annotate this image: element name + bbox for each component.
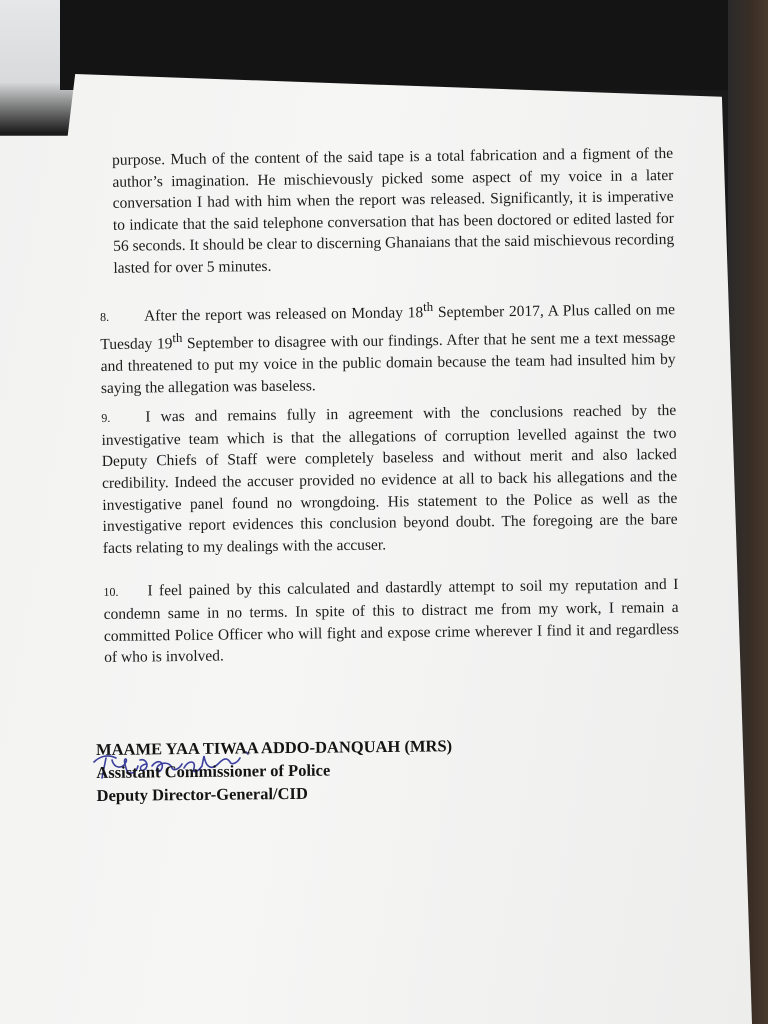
- background-desk-top: [60, 0, 768, 90]
- paragraph-9: [101, 400, 678, 559]
- intro-paragraph: purpose. Much of the content of the said tape is a total fabrication and a figment of the author’s imagination. He mischievously picked some aspect of my voice in a later conversation I had with him when the report was released. Significantly, it is imperative to indicate that the said telephone conversation that has been doctored or edited lasted for 56 seconds. It should be clear to discerning Ghanaians that the said mischievous recording lasted for over 5 minutes.: [112, 144, 675, 277]
- paragraph-text: September 2017, A Plus called on me Tuesday 19: [100, 300, 676, 354]
- paragraph-8: [100, 293, 676, 400]
- document-body: [98, 143, 679, 669]
- paragraph-10: [103, 574, 679, 668]
- signatory-position: Deputy Director-General/CID: [96, 783, 308, 805]
- paragraph-number: 10.: [103, 585, 119, 600]
- ordinal-suffix: th: [172, 330, 183, 346]
- ordinal-suffix: th: [423, 298, 434, 314]
- paragraph-text: After the report was released on Monday 18: [143, 303, 424, 325]
- signature-block: [96, 733, 577, 807]
- signatory-name: MAAME YAA TIWAA ADDO-DANQUAH (MRS): [96, 736, 453, 759]
- paragraph-text: September to disagree with our findings. After that he sent me a text message and threatened to put my voice in the public domain because the team had insulted him by saying the allegation was baseless.: [100, 329, 676, 397]
- paragraph-text: I feel pained by this calculated and dastardly attempt to soil my reputation and I condemn same in no terms. In spite of this to distract me from my work, I remain a committed Police Officer who will fight and expose crime wherever I find it and regardless of who is involved.: [103, 576, 679, 667]
- signatory-title: Assistant Commissioner of Police: [96, 760, 331, 782]
- paragraph-text: I was and remains fully in agreement with the conclusions reached by the investigative team which is that the allegations of corruption levelled against the two Deputy Chiefs of Staff were completely baseless and without merit and also lacked credibility. Indeed the accuser provided no evidence at all to back his allegations and the investigative panel found no wrongdoing. His statement to the Police as well as the investigative report evidences this conclusion beyond doubt. The foregoing are the bare facts relating to my dealings with the accuser.: [101, 402, 678, 557]
- paragraph-number: 8.: [99, 309, 110, 324]
- paragraph-number: 9.: [101, 411, 111, 426]
